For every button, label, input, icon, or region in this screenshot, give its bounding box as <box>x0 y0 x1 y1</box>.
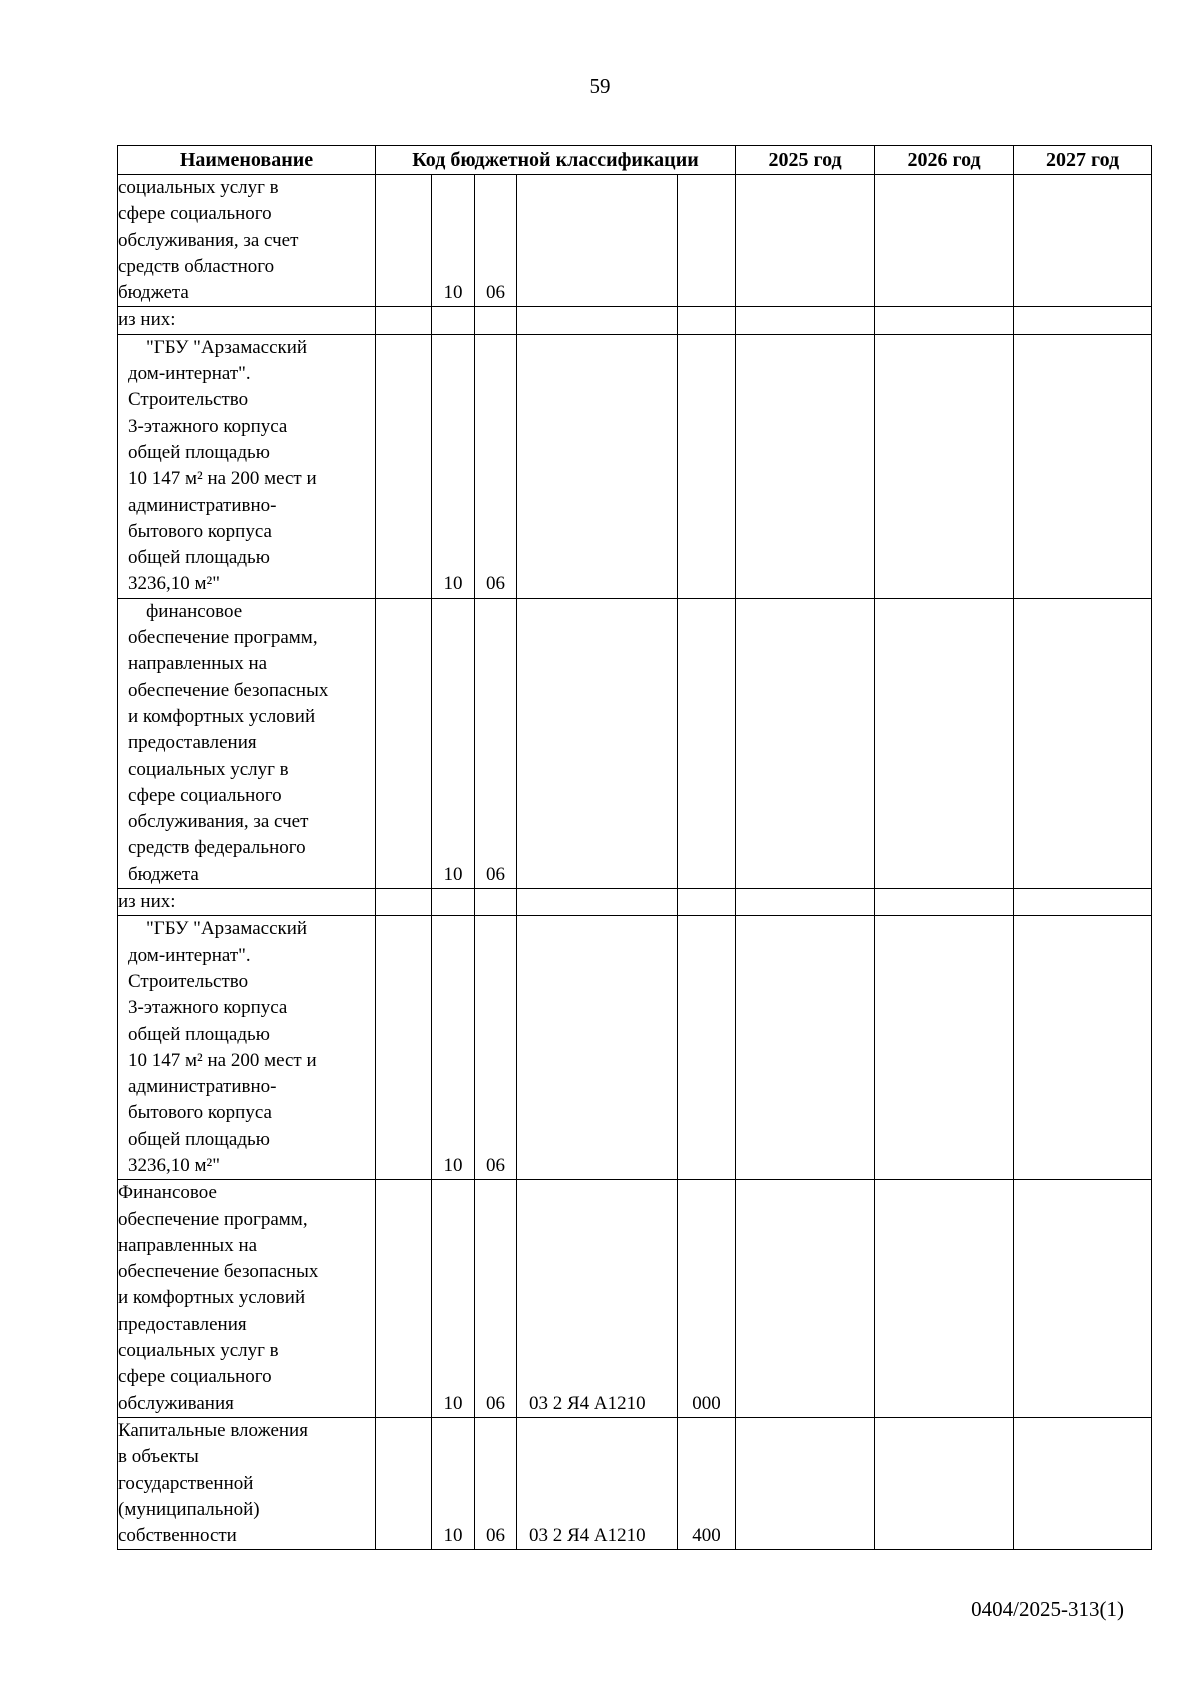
table-row <box>118 175 1152 307</box>
code-division: 10 <box>432 916 475 1180</box>
code-section <box>376 916 432 1180</box>
header-2027: 2027 год <box>1014 146 1152 175</box>
row-name-text: из них: <box>118 309 176 331</box>
value-2025 <box>736 598 875 888</box>
table-row <box>118 916 1152 1180</box>
code-subdivision: 06 <box>475 175 517 307</box>
value-2026 <box>875 598 1014 888</box>
page-number: 59 <box>589 74 611 98</box>
row-name-text: "ГБУ "Арзамасский дом-интернат". Строительство 3-этажного корпуса общей площадью 10 147 м² на 200 мест и административно- бытового корпуса общей площадью 3236,10 м²" <box>128 336 317 595</box>
table-row <box>118 334 1152 598</box>
code-target-article <box>517 889 678 916</box>
value-2025 <box>736 175 875 307</box>
row-name-text: Финансовое обеспечение программ, направленных на обеспечение безопасных и комфортных условий предоставления социальных услуг в сфере социального обслуживания <box>118 1182 319 1414</box>
header-code: Код бюджетной классификации <box>376 146 736 175</box>
value-2026 <box>875 1417 1014 1549</box>
budget-table <box>117 145 1152 1550</box>
value-2027 <box>1014 175 1152 307</box>
code-division <box>432 889 475 916</box>
value-2027 <box>1014 307 1152 334</box>
code-target-article <box>517 334 678 598</box>
code-expense-type <box>678 598 736 888</box>
code-target-article: 03 2 Я4 А1210 <box>517 1417 678 1549</box>
table-row <box>118 1417 1152 1549</box>
header-2025: 2025 год <box>736 146 875 175</box>
row-name <box>118 334 376 598</box>
code-expense-type <box>678 889 736 916</box>
row-name <box>118 175 376 307</box>
row-name <box>118 307 376 334</box>
header-name: Наименование <box>118 146 376 175</box>
table-body <box>118 175 1152 1550</box>
value-2025 <box>736 916 875 1180</box>
code-expense-type <box>678 916 736 1180</box>
code-division: 10 <box>432 598 475 888</box>
row-name-text: "ГБУ "Арзамасский дом-интернат". Строительство 3-этажного корпуса общей площадью 10 147 м² на 200 мест и административно- бытового корпуса общей площадью 3236,10 м²" <box>128 918 317 1176</box>
row-name-text: финансовое обеспечение программ, направленных на обеспечение безопасных и комфортных условий предоставления социальных услуг в сфере социального обслуживания, за счет средств федерального бюджета <box>128 600 329 885</box>
code-expense-type <box>678 175 736 307</box>
value-2026 <box>875 1180 1014 1418</box>
code-section <box>376 1417 432 1549</box>
code-division: 10 <box>432 1180 475 1418</box>
row-name <box>118 1180 376 1418</box>
value-2025 <box>736 889 875 916</box>
value-2026 <box>875 889 1014 916</box>
table-header-row <box>118 146 1152 175</box>
header-2026: 2026 год <box>875 146 1014 175</box>
table-row <box>118 598 1152 888</box>
value-2026 <box>875 175 1014 307</box>
code-section <box>376 307 432 334</box>
table-row <box>118 307 1152 334</box>
code-division: 10 <box>432 334 475 598</box>
code-expense-type: 400 <box>678 1417 736 1549</box>
code-target-article <box>517 598 678 888</box>
value-2025 <box>736 307 875 334</box>
value-2025 <box>736 334 875 598</box>
row-name <box>118 1417 376 1549</box>
code-division: 10 <box>432 1417 475 1549</box>
code-subdivision: 06 <box>475 598 517 888</box>
code-section <box>376 175 432 307</box>
row-name-text: из них: <box>118 891 176 913</box>
code-target-article <box>517 307 678 334</box>
code-subdivision <box>475 889 517 916</box>
table-row <box>118 1180 1152 1418</box>
code-subdivision: 06 <box>475 1180 517 1418</box>
code-section <box>376 889 432 916</box>
row-name-text: социальных услуг в сфере социального обслуживания, за счет средств областного бюджета <box>118 177 299 304</box>
value-2027 <box>1014 916 1152 1180</box>
row-name-text: Капитальные вложения в объекты государственной (муниципальной) собственности <box>118 1419 308 1547</box>
value-2027 <box>1014 1417 1152 1549</box>
code-section <box>376 598 432 888</box>
value-2026 <box>875 916 1014 1180</box>
value-2025 <box>736 1180 875 1418</box>
table-row <box>118 889 1152 916</box>
code-expense-type <box>678 307 736 334</box>
row-name <box>118 889 376 916</box>
code-target-article <box>517 175 678 307</box>
code-division: 10 <box>432 175 475 307</box>
value-2027 <box>1014 889 1152 916</box>
row-name <box>118 598 376 888</box>
value-2027 <box>1014 598 1152 888</box>
row-name <box>118 916 376 1180</box>
code-division <box>432 307 475 334</box>
value-2026 <box>875 334 1014 598</box>
document-number: 0404/2025-313(1) <box>971 1597 1124 1621</box>
code-subdivision: 06 <box>475 334 517 598</box>
code-subdivision: 06 <box>475 916 517 1180</box>
value-2025 <box>736 1417 875 1549</box>
code-target-article <box>517 916 678 1180</box>
value-2026 <box>875 307 1014 334</box>
code-subdivision: 06 <box>475 1417 517 1549</box>
code-expense-type <box>678 334 736 598</box>
code-section <box>376 1180 432 1418</box>
code-subdivision <box>475 307 517 334</box>
code-section <box>376 334 432 598</box>
code-expense-type: 000 <box>678 1180 736 1418</box>
value-2027 <box>1014 334 1152 598</box>
code-target-article: 03 2 Я4 А1210 <box>517 1180 678 1418</box>
value-2027 <box>1014 1180 1152 1418</box>
